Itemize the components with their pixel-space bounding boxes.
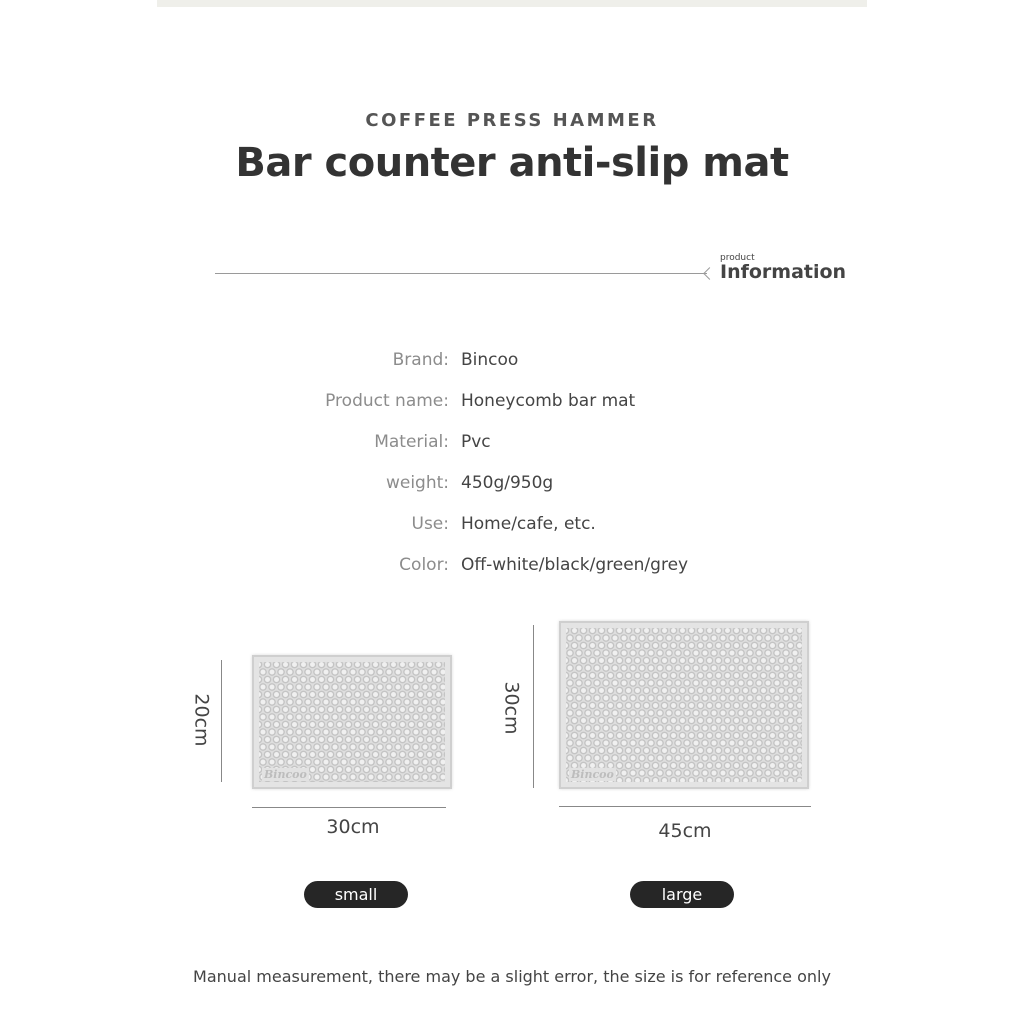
large-height-label: 30cm xyxy=(500,681,523,735)
section-label-big: Information xyxy=(720,261,847,283)
spec-row-weight xyxy=(0,473,1024,499)
measurement-note: Manual measurement, there may be a slight error, the size is for reference only xyxy=(193,967,831,986)
page-subtitle: COFFEE PRESS HAMMER xyxy=(365,110,659,131)
spec-value: Bincoo xyxy=(461,350,519,370)
section-divider xyxy=(215,273,707,274)
spec-row-brand xyxy=(0,350,1024,376)
spec-label: Product name: xyxy=(325,391,449,411)
large-width-label: 45cm xyxy=(658,820,712,842)
section-label-small: product xyxy=(720,253,755,263)
large-width-line xyxy=(559,806,811,807)
spec-label: Use: xyxy=(411,514,449,534)
small-width-label: 30cm xyxy=(326,816,380,838)
small-height-line xyxy=(221,660,222,782)
small-width-line xyxy=(252,807,446,808)
spec-value: Home/cafe, etc. xyxy=(461,514,596,534)
spec-row-product-name xyxy=(0,391,1024,417)
spec-value: Off-white/black/green/grey xyxy=(461,555,689,575)
size-tag-small: small xyxy=(304,881,408,908)
spec-row-color xyxy=(0,555,1024,581)
page-title: Bar counter anti-slip mat xyxy=(235,140,789,186)
small-mat-image xyxy=(252,655,452,789)
spec-row-material xyxy=(0,432,1024,458)
spec-row-use xyxy=(0,514,1024,540)
spec-value: 450g/950g xyxy=(461,473,554,493)
spec-label: Brand: xyxy=(392,350,449,370)
mat-logo: Bincoo xyxy=(264,768,307,781)
divider-arrow-icon xyxy=(703,267,716,280)
small-height-label: 20cm xyxy=(190,693,213,747)
size-tag-large: large xyxy=(630,881,734,908)
spec-value: Honeycomb bar mat xyxy=(461,391,636,411)
large-height-line xyxy=(533,625,534,788)
top-band xyxy=(157,0,867,7)
large-mat-image xyxy=(559,621,809,789)
spec-value: Pvc xyxy=(461,432,491,452)
spec-label: Material: xyxy=(374,432,449,452)
spec-label: Color: xyxy=(399,555,449,575)
spec-label: weight: xyxy=(385,473,449,493)
mat-logo: Bincoo xyxy=(571,768,614,781)
